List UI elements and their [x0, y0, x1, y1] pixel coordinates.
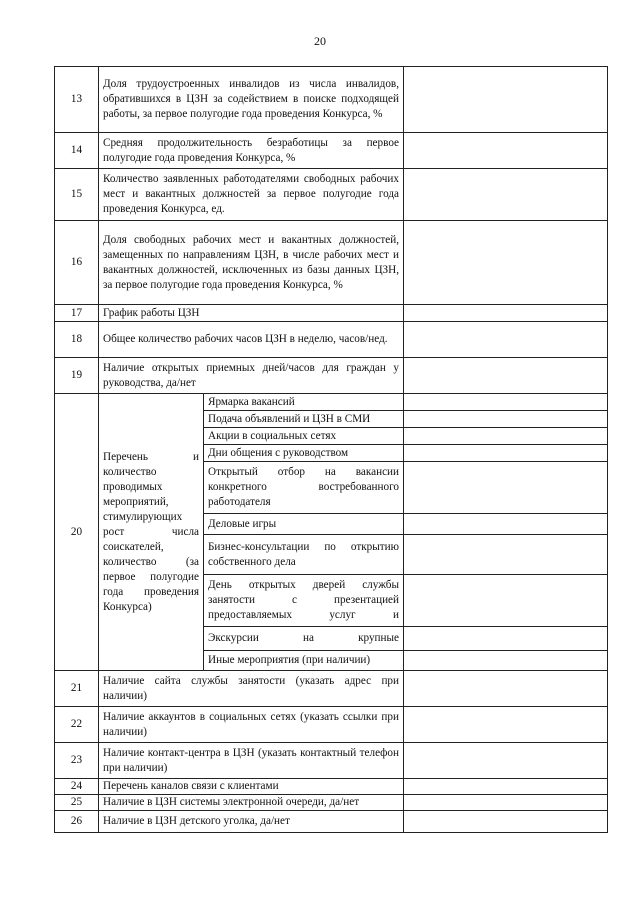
row-description: Наличие сайта службы занятости (указать адрес при наличии) [99, 671, 404, 707]
value-cell[interactable] [404, 358, 608, 394]
event-item: Подача объявлений и ЦЗН в СМИ [204, 411, 404, 428]
event-item: Бизнес-консультации по открытию собственного дела [204, 535, 404, 575]
row-number: 17 [55, 305, 99, 322]
value-cell[interactable] [404, 305, 608, 322]
table-row [55, 811, 608, 833]
page-number: 20 [314, 34, 326, 48]
value-cell[interactable] [404, 428, 608, 445]
value-cell[interactable] [404, 707, 608, 743]
value-cell[interactable] [404, 743, 608, 779]
event-item: Дни общения с руководством [204, 445, 404, 462]
row-description: График работы ЦЗН [99, 305, 404, 322]
row-number: 23 [55, 743, 99, 779]
table-row [55, 394, 608, 411]
value-cell[interactable] [404, 394, 608, 411]
row-number: 14 [55, 133, 99, 169]
table-row [55, 743, 608, 779]
row-number: 24 [55, 779, 99, 795]
value-cell[interactable] [404, 462, 608, 514]
row-number: 26 [55, 811, 99, 833]
value-cell[interactable] [404, 514, 608, 535]
table-row [55, 221, 608, 305]
row-description: Перечень каналов связи с клиентами [99, 779, 404, 795]
table-row [55, 707, 608, 743]
event-list-label: Перечень и количество проводимых мероприятий, стимулирующих рост числа соискателей, количество (за первое полугодие года проведения Конкурса) [99, 394, 204, 671]
event-item: Иные мероприятия (при наличии) [204, 651, 404, 671]
row-description: Общее количество рабочих часов ЦЗН в неделю, часов/нед. [99, 322, 404, 358]
event-item: Деловые игры [204, 514, 404, 535]
value-cell[interactable] [404, 795, 608, 811]
event-item: День открытых дверей службы занятости с презентацией предоставляемых услуг и [204, 575, 404, 627]
table-row [55, 779, 608, 795]
event-item: Ярмарка вакансий [204, 394, 404, 411]
value-cell[interactable] [404, 133, 608, 169]
value-cell[interactable] [404, 221, 608, 305]
value-cell[interactable] [404, 535, 608, 575]
value-cell[interactable] [404, 671, 608, 707]
row-number: 13 [55, 67, 99, 133]
row-description: Наличие аккаунтов в социальных сетях (указать ссылки при наличии) [99, 707, 404, 743]
table-row [55, 671, 608, 707]
table-row [55, 67, 608, 133]
event-item: Открытый отбор на вакансии конкретного востребованного работодателя [204, 462, 404, 514]
value-cell[interactable] [404, 779, 608, 795]
row-description: Доля свободных рабочих мест и вакантных должностей, замещенных по направлениям ЦЗН, в числе рабочих мест и вакантных должностей, исключенных из базы данных ЦЗН, за первое полугодие года проведения Конкурса, % [99, 221, 404, 305]
row-description: Средняя продолжительность безработицы за первое полугодие года проведения Конкурса, % [99, 133, 404, 169]
row-number: 22 [55, 707, 99, 743]
value-cell[interactable] [404, 627, 608, 651]
value-cell[interactable] [404, 651, 608, 671]
row-description: Наличие в ЦЗН детского уголка, да/нет [99, 811, 404, 833]
event-item: Акции в социальных сетях [204, 428, 404, 445]
value-cell[interactable] [404, 67, 608, 133]
row-description: Количество заявленных работодателями свободных рабочих мест и вакантных должностей за первое полугодие года проведения Конкурса, ед. [99, 169, 404, 221]
row-number: 21 [55, 671, 99, 707]
value-cell[interactable] [404, 811, 608, 833]
table-row [55, 795, 608, 811]
value-cell[interactable] [404, 322, 608, 358]
table-row [55, 169, 608, 221]
row-description: Доля трудоустроенных инвалидов из числа инвалидов, обратившихся в ЦЗН за содействием в поиске подходящей работы, за первое полугодие года проведения Конкурса, % [99, 67, 404, 133]
row-description: Наличие открытых приемных дней/часов для граждан у руководства, да/нет [99, 358, 404, 394]
value-cell[interactable] [404, 411, 608, 428]
value-cell[interactable] [404, 575, 608, 627]
table-row [55, 305, 608, 322]
table-row [55, 133, 608, 169]
event-item: Экскурсии на крупные [204, 627, 404, 651]
table-row [55, 322, 608, 358]
row-description: Наличие в ЦЗН системы электронной очереди, да/нет [99, 795, 404, 811]
row-description: Наличие контакт-центра в ЦЗН (указать контактный телефон при наличии) [99, 743, 404, 779]
row-number: 25 [55, 795, 99, 811]
row-number: 15 [55, 169, 99, 221]
table-row [55, 358, 608, 394]
row-number: 19 [55, 358, 99, 394]
value-cell[interactable] [404, 169, 608, 221]
criteria-table [54, 66, 608, 833]
row-number: 18 [55, 322, 99, 358]
row-number: 20 [55, 394, 99, 671]
value-cell[interactable] [404, 445, 608, 462]
row-number: 16 [55, 221, 99, 305]
